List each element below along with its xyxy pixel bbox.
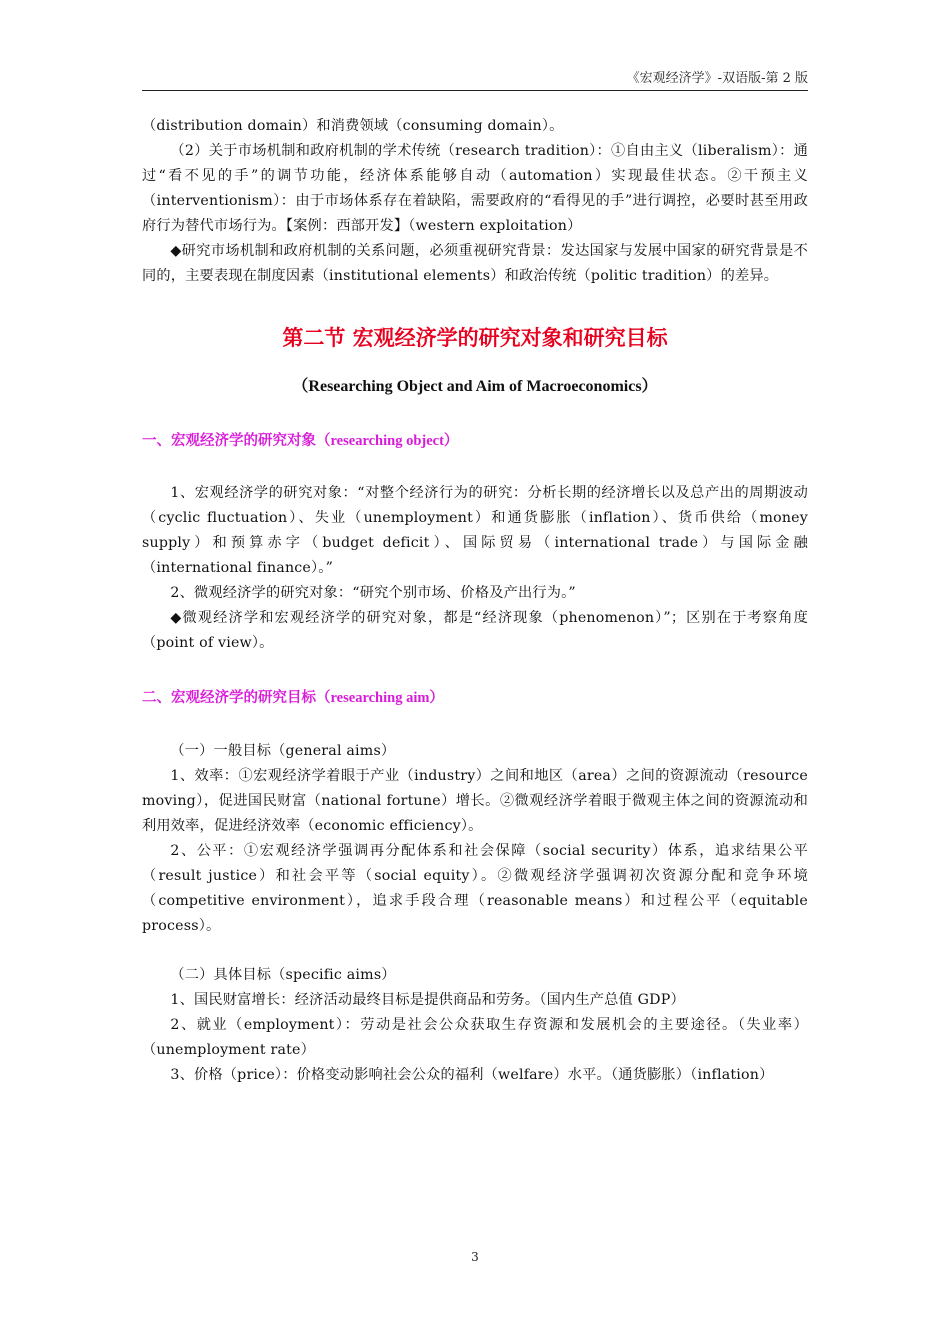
running-header xyxy=(142,70,808,91)
specific-aims-title: （二）具体目标（specific aims） xyxy=(170,967,396,983)
paragraph: （2）关于市场机制和政府机制的学术传统（research tradition）：①自由主义（liberalism）：通过“看不见的手”的调节功能，经济体系能够自动（automation）实现最佳状态。②干预主义（interventionism）：由于市场体系存在着缺陷，需要政府的“看得见的手”进行调控，必要时甚至用政府行为替代市场行为。【案例：西部开发】（western exploitation） xyxy=(142,143,808,234)
section-title: 第二节 宏观经济学的研究对象和研究目标 xyxy=(282,326,668,350)
paragraph: 1、宏观经济学的研究对象：“对整个经济行为的研究：分析长期的经济增长以及总产出的周期波动（cyclic fluctuation）、失业（unemployment）和通货膨胀（inflation）、货币供给（money supply）和预算赤字（budget deficit）、国际贸易（international trade）与国际金融（international finance）。” xyxy=(142,485,808,576)
paragraph: 3、价格（price）：价格变动影响社会公众的福利（welfare）水平。（通货膨胀）（inflation） xyxy=(170,1067,774,1083)
paragraph: 2、微观经济学的研究对象：“研究个别市场、价格及产出行为。” xyxy=(170,585,576,601)
heading-en: （researching object） xyxy=(316,433,459,449)
paragraph: 2、就业（employment）：劳动是社会公众获取生存资源和发展机会的主要途径。（失业率）（unemployment rate） xyxy=(142,1017,808,1058)
heading-en: （researching aim） xyxy=(316,690,444,706)
subsection-heading-aim xyxy=(142,686,808,710)
subsection-heading-object xyxy=(142,429,808,453)
paragraph: （distribution domain）和消费领域（consuming domain）。 xyxy=(142,118,564,134)
paragraph: ◆微观经济学和宏观经济学的研究对象，都是“经济现象（phenomenon）”；区别在于考察角度（point of view）。 xyxy=(142,610,808,651)
paragraph: ◆研究市场机制和政府机制的关系问题，必须重视研究背景：发达国家与发展中国家的研究背景是不同的，主要表现在制度因素（institutional elements）和政治传统（politic tradition）的差异。 xyxy=(142,243,808,284)
running-title: 《宏观经济学》-双语版-第 2 版 xyxy=(626,71,808,86)
section-subtitle: （Researching Object and Aim of Macroeconomics） xyxy=(292,378,658,395)
general-aims-title: （一）一般目标（general aims） xyxy=(170,743,396,759)
paragraph: 2、公平：①宏观经济学强调再分配体系和社会保障（social security）体系，追求结果公平（result justice）和社会平等（social equity）。②微观经济学强调初次资源分配和竞争环境（competitive environment），追求手段合理（reasonable means）和过程公平（equitable process）。 xyxy=(142,843,808,934)
heading-cn: 二、宏观经济学的研究目标 xyxy=(142,690,316,706)
paragraph: 1、效率：①宏观经济学着眼于产业（industry）之间和地区（area）之间的资源流动（resource moving），促进国民财富（national fortune）增长。②微观经济学着眼于微观主体之间的资源流动和利用效率，促进经济效率（economic efficiency）。 xyxy=(142,768,808,834)
page-body xyxy=(142,114,808,1088)
page-number: 3 xyxy=(471,1250,479,1264)
heading-cn: 一、宏观经济学的研究对象 xyxy=(142,433,316,449)
paragraph: 1、国民财富增长：经济活动最终目标是提供商品和劳务。（国内生产总值 GDP） xyxy=(170,992,685,1008)
